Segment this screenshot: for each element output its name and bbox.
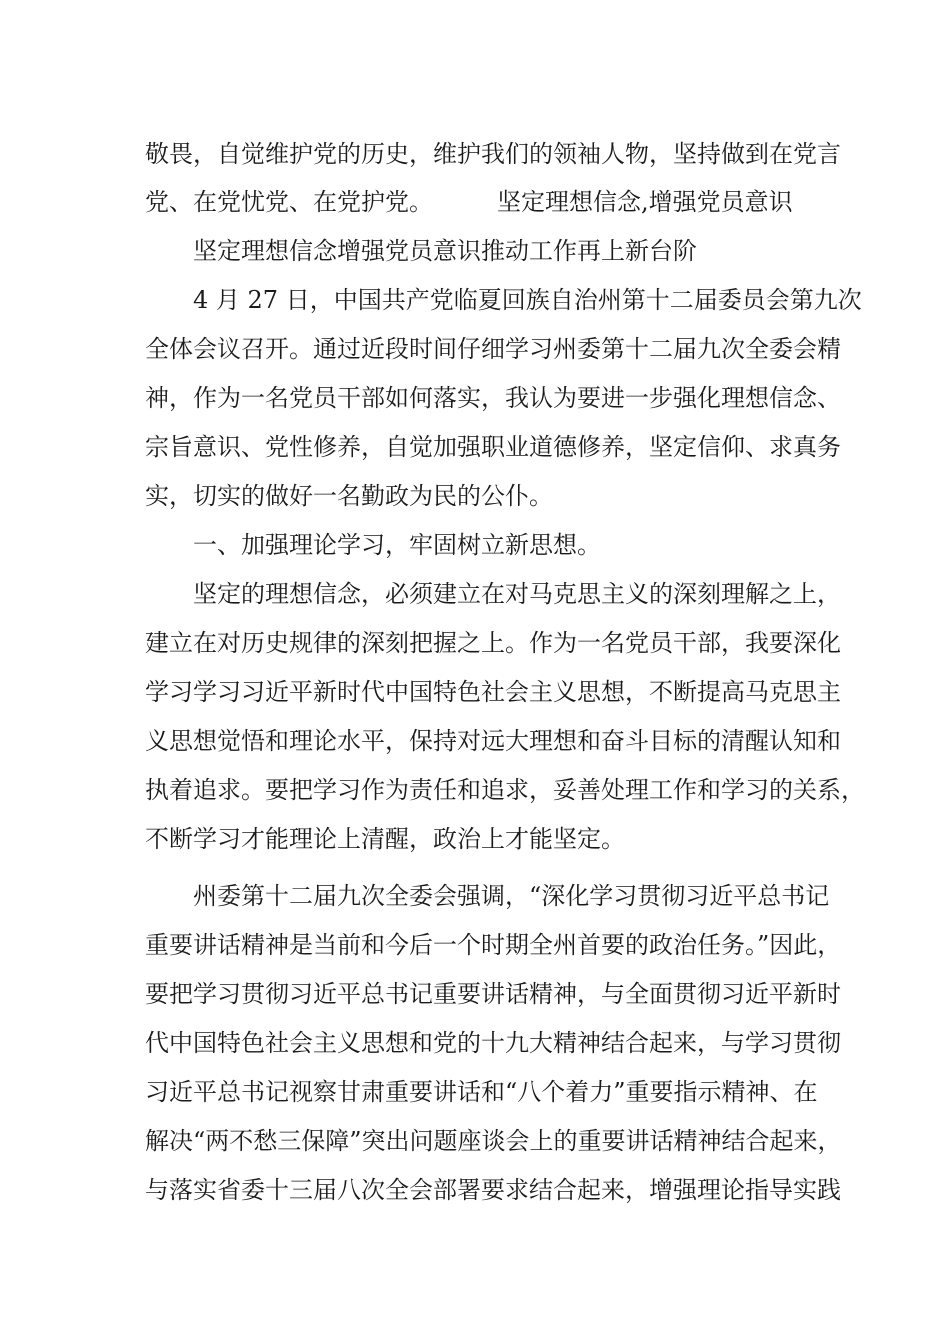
inline-heading: 坚定理想信念,增强党员意识 <box>497 188 793 216</box>
text-run: 党、在党忧党、在党护党。 <box>145 188 433 216</box>
article-title: 坚定理想信念增强党员意识推动工作再上新台阶 <box>193 237 697 265</box>
text-line: 敬畏，自觉维护党的历史，维护我们的领袖人物，坚持做到在党言 <box>145 140 841 168</box>
text-line: 习近平总书记视察甘肃重要讲话和“八个着力”重要指示精神、在 <box>145 1078 818 1106</box>
text-line: 坚定的理想信念，必须建立在对马克思主义的深刻理解之上， <box>193 580 841 608</box>
section-heading: 一、加强理论学习，牢固树立新思想。 <box>193 531 601 559</box>
text-line: 与落实省委十三届八次全会部署要求结合起来，增强理论指导实践 <box>145 1176 841 1204</box>
text-line: 解决“两不愁三保障”突出问题座谈会上的重要讲话精神结合起来， <box>145 1127 842 1155</box>
text-line <box>145 186 793 218</box>
text-line: 神，作为一名党员干部如何落实，我认为要进一步强化理想信念、 <box>145 384 841 412</box>
text-line: 州委第十二届九次全委会强调，“深化学习贯彻习近平总书记 <box>193 882 830 910</box>
text-line: 建立在对历史规律的深刻把握之上。作为一名党员干部，我要深化 <box>145 629 841 657</box>
text-line: 重要讲话精神是当前和今后一个时期全州首要的政治任务。”因此， <box>145 931 842 959</box>
text-line: 代中国特色社会主义思想和党的十九大精神结合起来，与学习贯彻 <box>145 1029 841 1057</box>
text-line: 义思想觉悟和理论水平，保持对远大理想和奋斗目标的清醒认知和 <box>145 727 841 755</box>
text-line: 要把学习贯彻习近平总书记重要讲话精神，与全面贯彻习近平新时 <box>145 980 841 1008</box>
text-line: 全体会议召开。通过近段时间仔细学习州委第十二届九次全委会精 <box>145 335 841 363</box>
text-line: 4 月 27 日，中国共产党临夏回族自治州第十二届委员会第九次 <box>193 286 862 314</box>
text-line: 不断学习才能理论上清醒，政治上才能坚定。 <box>145 825 625 853</box>
text-line: 执着追求。要把学习作为责任和追求，妥善处理工作和学习的关系， <box>145 776 865 804</box>
text-line: 学习学习习近平新时代中国特色社会主义思想，不断提高马克思主 <box>145 678 841 706</box>
text-line: 宗旨意识、党性修养，自觉加强职业道德修养，坚定信仰、求真务 <box>145 433 841 461</box>
text-line: 实，切实的做好一名勤政为民的公仆。 <box>145 482 553 510</box>
